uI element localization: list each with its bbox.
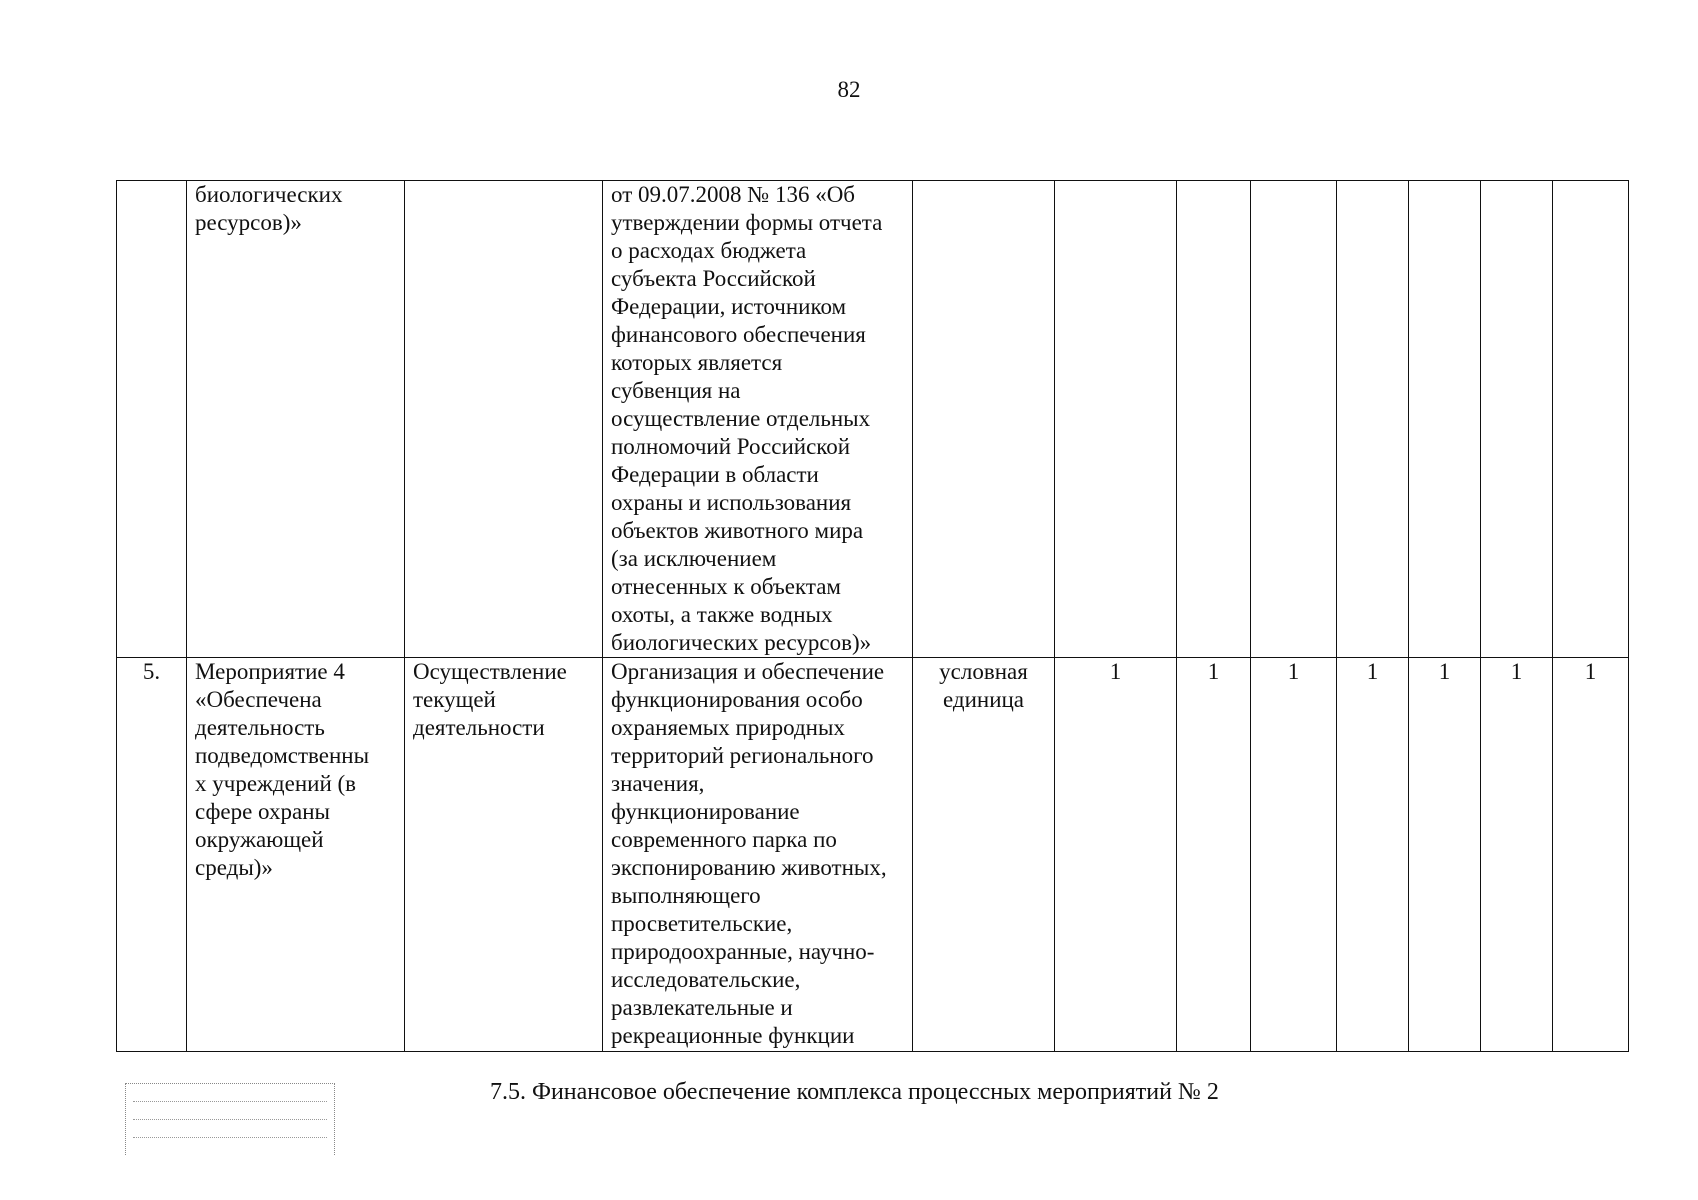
value-cell [1481, 181, 1553, 658]
value-cell [1409, 181, 1481, 658]
value-cell [1177, 181, 1251, 658]
value-cell: 1 [1055, 658, 1177, 1052]
row-number-cell [117, 181, 187, 658]
activities-table [116, 180, 1629, 1052]
unit-cell: условная единица [913, 658, 1055, 1052]
activity-name-cell: биологических ресурсов)» [187, 181, 405, 658]
value-cell: 1 [1251, 658, 1337, 1052]
activity-type-cell [405, 181, 603, 658]
value-cell: 1 [1553, 658, 1629, 1052]
value-cell: 1 [1177, 658, 1251, 1052]
faded-stamp [125, 1083, 335, 1155]
section-title: 7.5. Финансовое обеспечение комплекса процессных мероприятий № 2 [490, 1079, 1219, 1105]
activity-name-cell: Мероприятие 4 «Обеспечена деятельность подведомственны х учреждений (в сфере охраны окружающей среды)» [187, 658, 405, 1052]
value-cell [1055, 181, 1177, 658]
value-cell: 1 [1481, 658, 1553, 1052]
unit-cell [913, 181, 1055, 658]
table-row [117, 181, 1629, 658]
activity-description-cell: Организация и обеспечение функционирования особо охраняемых природных территорий регионального значения, функционирование современного парка по экспонированию животных, выполняющего просветительские, природоохранные, научно- исследовательские, развлекательные и рекреационные функции [603, 658, 913, 1052]
activity-description-cell: от 09.07.2008 № 136 «Об утверждении формы отчета о расходах бюджета субъекта Российской Федерации, источником финансового обеспечения которых является субвенция на осуществление отдельных полномочий Российской Федерации в области охраны и использования объектов животного мира (за исключением отнесенных к объектам охоты, а также водных биологических ресурсов)» [603, 181, 913, 658]
value-cell: 1 [1409, 658, 1481, 1052]
row-number-cell: 5. [117, 658, 187, 1052]
table-row [117, 658, 1629, 1052]
value-cell [1337, 181, 1409, 658]
value-cell [1553, 181, 1629, 658]
value-cell [1251, 181, 1337, 658]
value-cell: 1 [1337, 658, 1409, 1052]
activity-type-cell: Осуществление текущей деятельности [405, 658, 603, 1052]
page-number: 82 [837, 77, 861, 102]
